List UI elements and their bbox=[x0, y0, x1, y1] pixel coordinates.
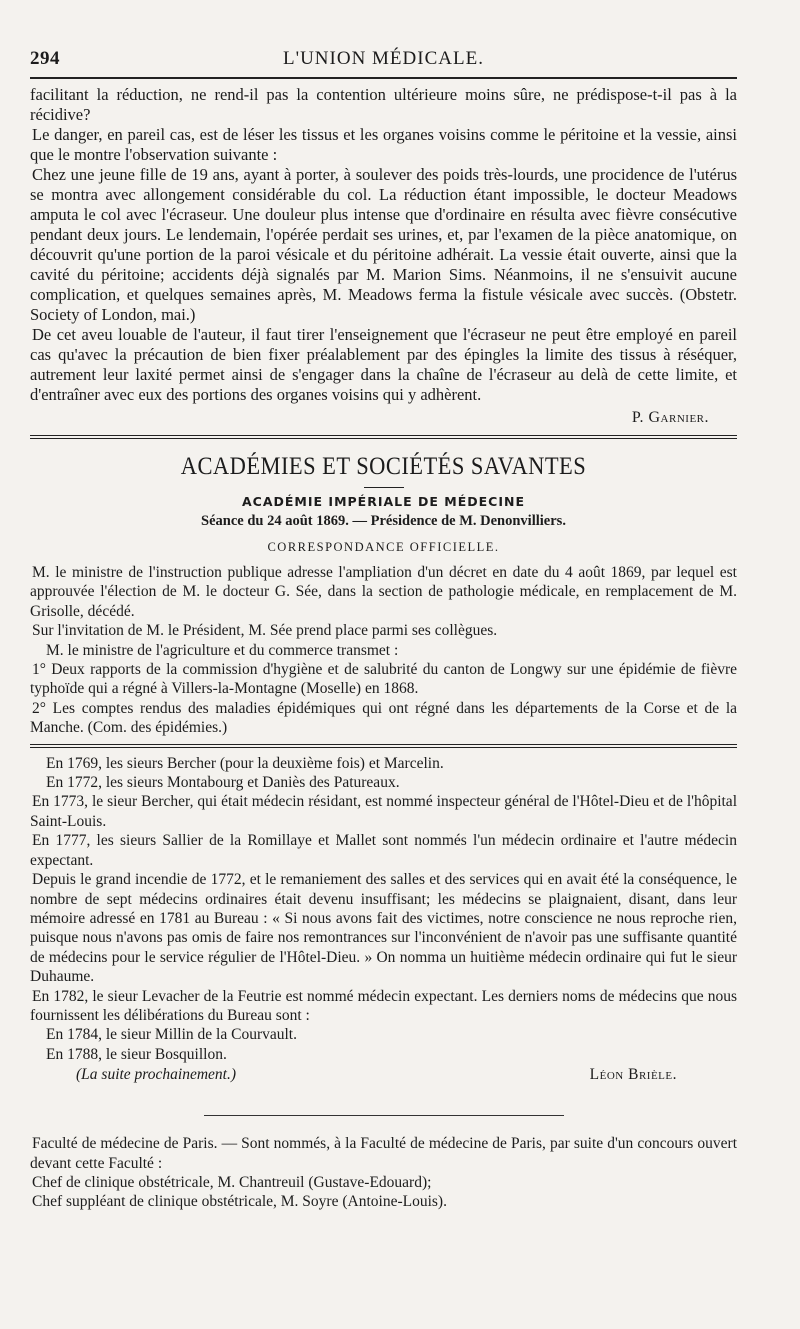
paragraph: En 1773, le sieur Bercher, qui était médecin résidant, est nommé inspecteur général de l'Hôtel-Dieu et de l'hôpital Saint-Louis. bbox=[30, 793, 737, 830]
seance-line: Séance du 24 août 1869. — Présidence de M. Denonvilliers. bbox=[201, 513, 566, 529]
paragraph: Chez une jeune fille de 19 ans, ayant à porter, à soulever des poids très-lourds, une procidence de l'utérus se montra avec allongement considérable du col. La réduction étant impossible, le docteur Meadows amputa le col avec l'écraseur. Une douleur plus intense que d'ordinaire en résulta avec fièvre consécutive pendant deux jours. Le lendemain, l'opérée perdait ses urines, et, par l'examen de la pièce anatomique, on découvrit qu'une portion de la paroi vésicale et du péritoine adhérait. La vessie était ouverte, ainsi que la cavité du péritoine; accidents déjà signalés par M. Marion Sims. Néanmoins, il ne s'ensuivit aucune complication, et quelques semaines après, M. Meadows ferma la fistule vésicale avec succès. (Obstetr. Society of London, mai.) bbox=[30, 165, 737, 324]
paragraph: 1° Deux rapports de la commission d'hygiène et de salubrité du canton de Longwy sur une épidémie de fièvre typhoïde qui a régné à Villers-la-Montagne (Moselle) en 1868. bbox=[30, 661, 737, 698]
paragraph: En 1769, les sieurs Bercher (pour la deuxième fois) et Marcelin. bbox=[46, 754, 444, 772]
paragraph: En 1788, le sieur Bosquillon. bbox=[46, 1045, 227, 1063]
paragraph: En 1784, le sieur Millin de la Courvault. bbox=[46, 1026, 297, 1044]
header-rule bbox=[30, 77, 737, 79]
history-section bbox=[30, 754, 737, 1086]
short-rule bbox=[364, 487, 404, 488]
faculty-section bbox=[30, 1134, 737, 1212]
paragraph: De cet aveu louable de l'auteur, il faut tirer l'enseignement que l'écraseur ne peut être employé en pareil cas qu'avec la précaution de bien fixer préalablement par des épingles la limite des tissus à réséquer, autrement leur laxité permet ainsi de s'engager dans la chaîne de l'écraseur au delà de cette limite, et d'entraîner avec eux des portions des organes voisins qui y adhèrent. bbox=[30, 325, 737, 404]
page-number: 294 bbox=[30, 48, 60, 69]
section-title: ACADÉMIES ET SOCIÉTÉS SAVANTES bbox=[180, 453, 587, 480]
paragraph: facilitant la réduction, ne rend-il pas la contention ultérieure moins sûre, ne prédispose-t-il pas à la récidive? bbox=[30, 85, 737, 124]
running-title: L'UNION MÉDICALE. bbox=[283, 48, 484, 69]
page-header bbox=[30, 44, 737, 74]
paragraph: En 1772, les sieurs Montabourg et Daniès des Patureaux. bbox=[46, 774, 400, 792]
suite-note: (La suite prochainement.) bbox=[76, 1066, 236, 1084]
paragraph: M. le ministre de l'instruction publique adresse l'ampliation d'un décret en date du 4 août 1869, par lequel est approuvée l'élection de M. le docteur G. Sée, dans la section de pathologie médicale, en remplacement de M. Grisolle, décédé. bbox=[30, 564, 737, 620]
paragraph: Chef suppléant de clinique obstétricale, M. Soyre (Antoine-Louis). bbox=[32, 1193, 447, 1211]
section-divider bbox=[30, 435, 737, 439]
academies-section bbox=[30, 453, 737, 738]
paragraph: Sur l'invitation de M. le Président, M. Sée prend place parmi ses collègues. bbox=[32, 622, 498, 640]
short-divider bbox=[204, 1115, 564, 1116]
academy-heading: ACADÉMIE IMPÉRIALE DE MÉDECINE bbox=[242, 494, 525, 509]
paragraph: Chef de clinique obstétricale, M. Chantreuil (Gustave-Edouard); bbox=[32, 1173, 432, 1191]
section-divider bbox=[30, 744, 737, 748]
author-signature: Léon Brièle. bbox=[589, 1066, 677, 1084]
article-garnier bbox=[30, 85, 737, 429]
paragraph: En 1782, le sieur Levacher de la Feutrie est nommé médecin expectant. Les derniers noms de médecins que nous fournissent les délibérations du Bureau sont : bbox=[30, 987, 737, 1024]
signature: P. Garnier. bbox=[631, 409, 709, 426]
paragraph: Faculté de médecine de Paris. — Sont nommés, à la Faculté de médecine de Paris, par suite d'un concours ouvert devant cette Faculté : bbox=[30, 1135, 737, 1172]
paragraph: Depuis le grand incendie de 1772, et le remaniement des salles et des services qui en avait été la conséquence, le nombre de sept médecins ordinaires était devenu insuffisant; les médecins se plaignaient, disant, dans leur mémoire adressé en 1781 au Bureau : « Si nous avons fait des victimes, notre conscience ne nous reproche rien, puisque nous n'avons pas omis de faire nos remontrances sur l'inconvénient de n'avoir pas une suffisante quantité de médecins pour le service régulier de l'Hôtel-Dieu. » On nomma un huitième médecin ordinaire qui fut le sieur Duhaume. bbox=[30, 871, 737, 986]
paragraph: En 1777, les sieurs Sallier de la Romillaye et Mallet sont nommés l'un médecin ordinaire et l'autre médecin expectant. bbox=[30, 832, 737, 869]
paragraph: 2° Les comptes rendus des maladies épidémiques qui ont régné dans les départements de la Corse et de la Manche. (Com. des épidémies.) bbox=[30, 699, 737, 737]
paragraph: M. le ministre de l'agriculture et du commerce transmet : bbox=[46, 641, 399, 659]
page bbox=[30, 44, 737, 1212]
paragraph: Le danger, en pareil cas, est de léser les tissus et les organes voisins comme le péritoine et la vessie, ainsi que le montre l'observation suivante : bbox=[30, 125, 737, 164]
suite-line bbox=[30, 1064, 737, 1085]
correspondance-heading: CORRESPONDANCE OFFICIELLE. bbox=[267, 540, 500, 554]
